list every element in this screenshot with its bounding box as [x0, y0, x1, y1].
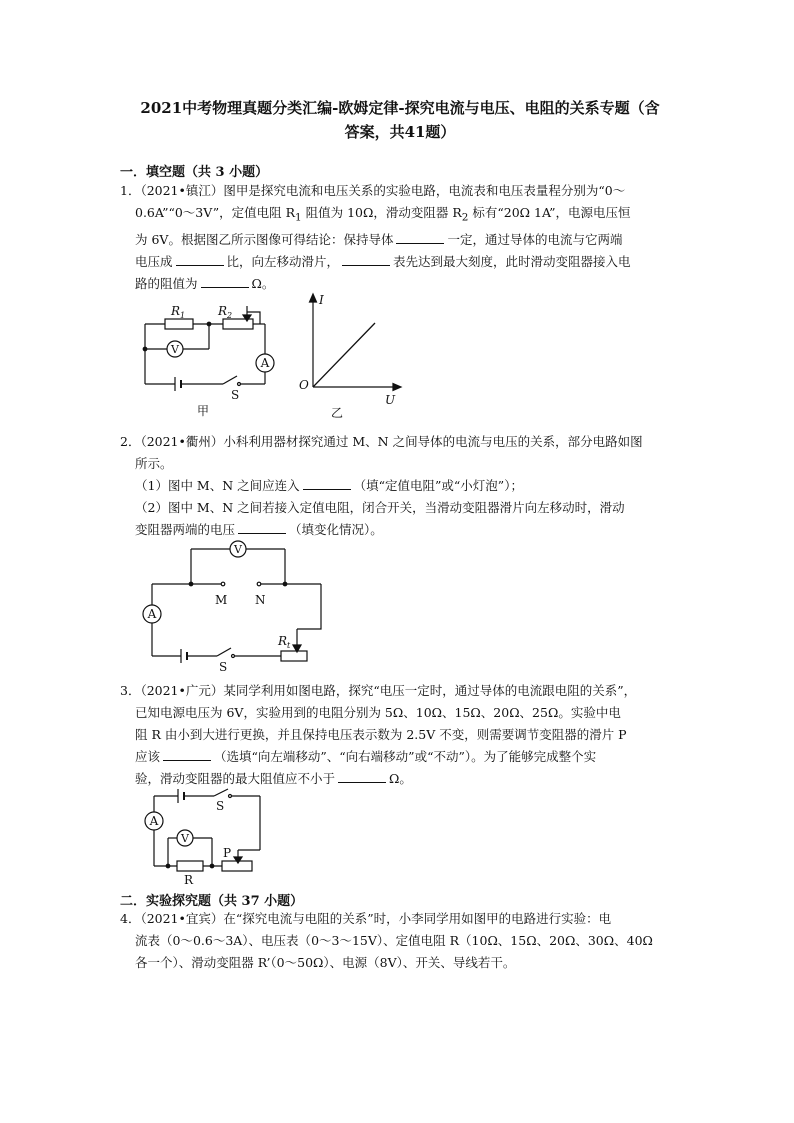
q1-sub: 1 [295, 211, 302, 224]
question-2 [120, 431, 685, 541]
q2-text: （填变化情况）。 [289, 522, 383, 537]
circuit-diagram-q3 [140, 786, 270, 886]
axis-label-i: I [319, 293, 324, 307]
voltmeter-label: V [234, 543, 242, 556]
u-axis-arrow [393, 384, 401, 391]
q2-line-3 [120, 475, 685, 497]
circuit-diagram-q2 [135, 536, 335, 672]
junction-dot [210, 864, 214, 868]
answer-blank[interactable] [342, 251, 390, 266]
switch-contact [232, 655, 235, 658]
q1-text: 表先达到最大刻度，此时滑动变阻器接入电 [393, 253, 631, 269]
proportional-line [313, 323, 375, 387]
q3-text: 应该 [135, 749, 161, 764]
label-text: R [171, 304, 181, 318]
circuit-diagram-jia [135, 298, 280, 420]
resistor-r1 [165, 319, 193, 329]
switch-lever [214, 789, 228, 796]
q1-text: 标有“20Ω 1A”，电源电压恒 [468, 205, 631, 220]
slider-arrowhead [234, 857, 242, 863]
voltmeter-label: V [181, 832, 189, 845]
terminal-n-label: N [255, 593, 266, 607]
document-title [110, 96, 690, 144]
q1-text: Ω。 [251, 275, 275, 291]
q1-text: 电压成 [135, 253, 173, 269]
q3-line-3: 阻 R 由小到大进行更换，并且保持电压表示数为 2.5V 不变，则需要调节变阻器的滑片 P [135, 727, 627, 742]
label-text: R [278, 634, 288, 648]
q2-line-1: 2．（2021•衢州）小科利用器材探究通过 M、N 之间导体的电流与电压的关系，部分电路如图 [120, 434, 643, 449]
answer-blank[interactable] [201, 273, 249, 288]
answer-blank[interactable] [163, 746, 211, 761]
q3-text: 验，滑动变阻器的最大阻值应不小于 [135, 771, 336, 786]
q1-line-3 [120, 229, 685, 251]
question-3 [120, 680, 685, 790]
q2-line-4: （2）图中 M、N 之间若接入定值电阻，闭合开关，当滑动变阻器滑片向左移动时，滑动 [135, 500, 625, 515]
switch-label: S [219, 660, 228, 672]
answer-blank[interactable] [338, 768, 386, 783]
label-r2 [217, 304, 232, 320]
junction-dot [166, 864, 170, 868]
junction-dot [283, 582, 287, 586]
title-line-1: 2021中考物理真题分类汇编-欧姆定律-探究电流与电压、电阻的关系专题（含 [140, 99, 660, 117]
terminal-n [257, 582, 261, 586]
resistor-r [177, 861, 203, 871]
question-1 [120, 180, 685, 295]
answer-blank[interactable] [396, 229, 444, 244]
rheostat-r2 [223, 319, 253, 329]
slider-arrowhead [243, 315, 251, 321]
slider-label: P [223, 846, 232, 860]
q1-text: 比，向左移动滑片， [226, 253, 340, 269]
q2-text: （1）图中 M、N 之间应连入 [135, 478, 300, 493]
q1-line-2 [120, 202, 685, 229]
figure-caption-yi: 乙 [331, 406, 344, 420]
q1-text: 为 6V。根据图乙所示图像可得结论：保持导体 [135, 231, 394, 247]
label-text: R [218, 304, 228, 318]
rheostat-label [277, 634, 291, 650]
q1-line-4 [120, 251, 685, 273]
answer-blank[interactable] [238, 519, 286, 534]
answer-blank[interactable] [303, 475, 351, 490]
section-heading-experiment: 二．实验探究题（共 37 小题） [120, 894, 304, 909]
q3-line-2: 已知电源电压为 6V，实验用到的电阻分别为 5Ω、10Ω、15Ω、20Ω、25Ω。实验中电 [135, 705, 621, 720]
q4-line-3: 各一个）、滑动变阻器 R’（0～50Ω）、电源（8V）、开关、导线若干。 [135, 955, 516, 970]
q3-text: （选填“向左端移动”、“向右端移动”或“不动”）。为了能够完成整个实 [214, 749, 597, 764]
q1-line-1: 1．（2021•镇江）图甲是探究电流和电压关系的实验电路，电流表和电压表量程分别为“0～ [120, 183, 626, 198]
answer-blank[interactable] [176, 251, 224, 266]
junction-dot [189, 582, 193, 586]
switch-contact [238, 383, 241, 386]
q2-text: 变阻器两端的电压 [135, 522, 236, 537]
q4-line-1: 4．（2021•宜宾）在“探究电流与电阻的关系”时，小李同学用如图甲的电路进行实验：电 [120, 911, 612, 926]
label-sub: t [287, 641, 291, 650]
resistor-label: R [184, 873, 194, 886]
junction-dot [207, 322, 211, 326]
switch-lever [223, 376, 237, 384]
terminal-m-label: M [215, 593, 228, 607]
q1-text: 0.6A”“0～3V”，定值电阻 R [135, 205, 296, 220]
label-sub: 1 [180, 311, 186, 320]
q1-text: 路的阻值为 [135, 275, 198, 291]
q3-line-4 [120, 746, 685, 768]
q1-text: 阻值为 10Ω，滑动变阻器 R [301, 205, 462, 220]
terminal-m [221, 582, 225, 586]
question-4 [120, 908, 685, 974]
switch-label: S [231, 388, 240, 402]
q2-text: （填“定值电阻”或“小灯泡”）； [353, 478, 523, 493]
switch-lever [217, 648, 231, 656]
label-sub: 2 [227, 311, 233, 320]
q1-text: 一定，通过导体的电流与它两端 [447, 231, 623, 247]
ammeter-label: A [147, 607, 157, 621]
figure-caption-jia: 甲 [197, 404, 210, 418]
q3-text: Ω。 [389, 771, 412, 786]
junction-dot [143, 347, 147, 351]
i-axis-arrow [310, 294, 317, 302]
axis-label-u: U [385, 393, 396, 407]
switch-contact [229, 795, 232, 798]
title-line-2: 答案，共41题） [344, 123, 456, 141]
section-heading-fill-blank: 一．填空题（共 3 小题） [120, 165, 269, 180]
graph-yi [295, 290, 405, 420]
label-r1 [170, 304, 185, 320]
switch-label: S [216, 799, 225, 813]
ammeter-label: A [260, 356, 270, 370]
q2-line-2: 所示。 [135, 456, 173, 471]
origin-label: O [299, 378, 309, 392]
slider-wire [297, 584, 321, 629]
q1-sub: 2 [461, 211, 469, 224]
voltmeter-label: V [171, 343, 179, 356]
rheostat [281, 651, 307, 661]
q3-line-1: 3．（2021•广元）某同学利用如图电路，探究“电压一定时，通过导体的电流跟电阻的关系”， [120, 683, 637, 698]
ammeter-label: A [149, 814, 159, 828]
q4-line-2: 流表（0～0.6～3A）、电压表（0～3～15V）、定值电阻 R（10Ω、15Ω、20Ω、30Ω、40Ω [135, 933, 653, 948]
